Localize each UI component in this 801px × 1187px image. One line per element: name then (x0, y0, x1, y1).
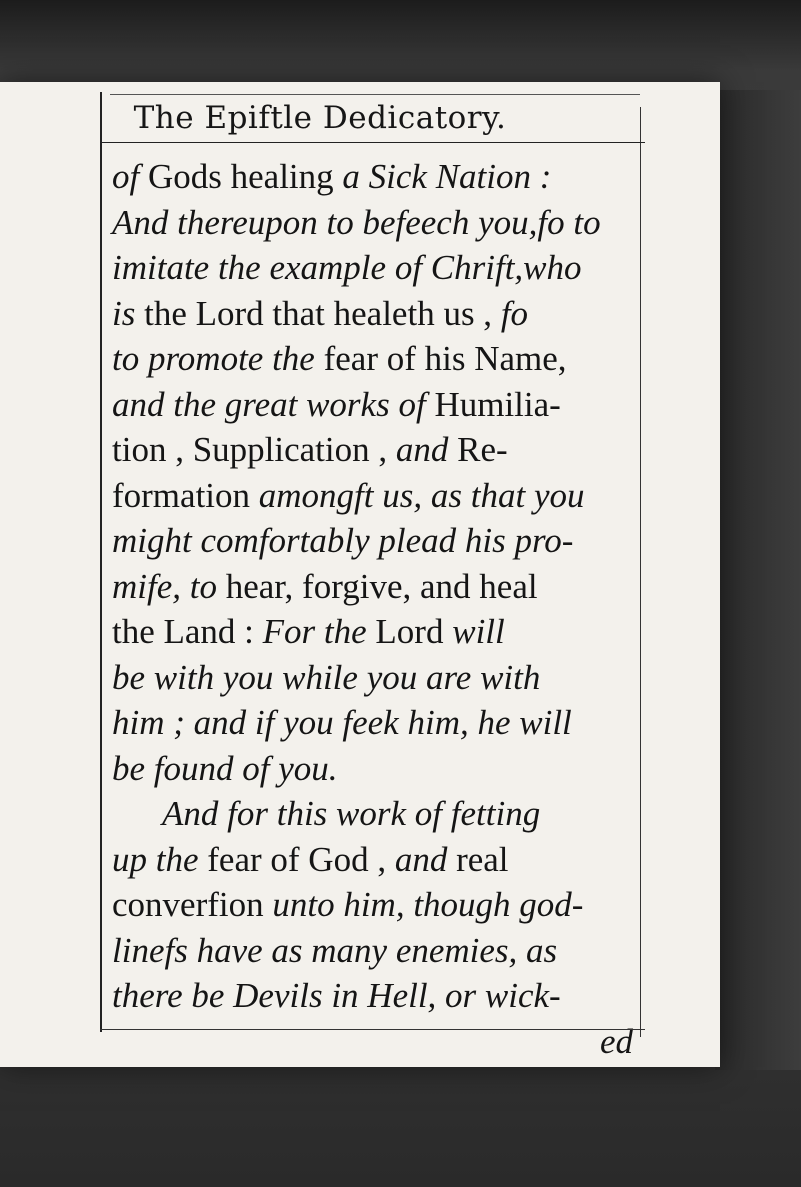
text-segment: converfion (112, 885, 273, 924)
text-line (112, 473, 637, 519)
text-segment: amongft us, as that you (258, 475, 585, 515)
text-segment: mife, to (112, 566, 226, 606)
text-line (112, 973, 637, 1019)
text-line (112, 245, 637, 291)
text-segment: be found of you. (112, 748, 338, 788)
body-text (112, 154, 637, 1064)
text-segment: Gods healing (147, 157, 343, 196)
text-segment: For the (262, 612, 376, 651)
text-segment: real (456, 839, 509, 879)
text-segment: might comfortably plead his pro- (112, 521, 574, 560)
text-segment: hear, forgive, and heal (225, 566, 538, 606)
text-segment: And thereupon to befeech you,fo to (112, 202, 601, 242)
book-page (0, 82, 720, 1067)
text-line (112, 928, 637, 974)
text-line (112, 154, 637, 200)
text-line (112, 655, 637, 701)
text-line (112, 746, 637, 792)
header-rule (100, 142, 645, 143)
text-line (112, 837, 637, 883)
text-segment: formation (112, 475, 259, 515)
text-line (112, 518, 637, 564)
text-segment: fo (500, 293, 529, 333)
text-segment: to promote the (112, 339, 324, 378)
text-segment: and (395, 430, 458, 469)
text-segment: of (112, 157, 148, 196)
text-segment: up the (112, 839, 208, 879)
text-segment: unto him, though god- (272, 885, 584, 924)
text-segment: the Land : (112, 612, 263, 651)
text-segment: him ; and if you feek him, he will (112, 703, 572, 742)
text-segment: be with you while you are with (112, 657, 541, 697)
bottom-rule (100, 1029, 645, 1030)
running-header: The Epiftle Dedicatory. (133, 100, 507, 136)
text-segment: there be Devils in Hell, or wick- (112, 976, 561, 1015)
text-segment: the Lord that healeth us , (144, 293, 501, 333)
text-line (112, 200, 637, 246)
text-segment: and the great works of (112, 384, 435, 424)
text-segment: and (394, 839, 457, 879)
text-segment: And for this work of fetting (162, 794, 541, 833)
text-line (112, 291, 637, 337)
text-segment: ed (599, 1021, 633, 1061)
page-frame-right (640, 107, 641, 1037)
facing-page-edge (715, 90, 801, 1070)
text-segment: linefs have as many enemies, as (112, 930, 558, 970)
text-segment: Lord (375, 612, 453, 651)
text-segment: imitate the example of Chrift,who (112, 248, 582, 287)
text-line (112, 1019, 637, 1065)
text-line (112, 700, 637, 746)
text-line (112, 336, 637, 382)
text-line (112, 427, 637, 473)
text-segment: a Sick Nation : (342, 157, 552, 196)
text-line (112, 791, 637, 837)
text-segment: Humilia- (434, 384, 561, 424)
text-segment: fear of God , (207, 839, 395, 879)
text-line (112, 382, 637, 428)
text-segment: is (112, 293, 145, 333)
text-line (112, 882, 637, 928)
text-segment: tion , Supplication , (112, 430, 396, 469)
text-segment: Re- (457, 430, 508, 469)
text-segment: will (452, 612, 505, 651)
text-line (112, 564, 637, 610)
text-segment: fear of his Name, (323, 339, 567, 378)
text-line (112, 609, 637, 655)
